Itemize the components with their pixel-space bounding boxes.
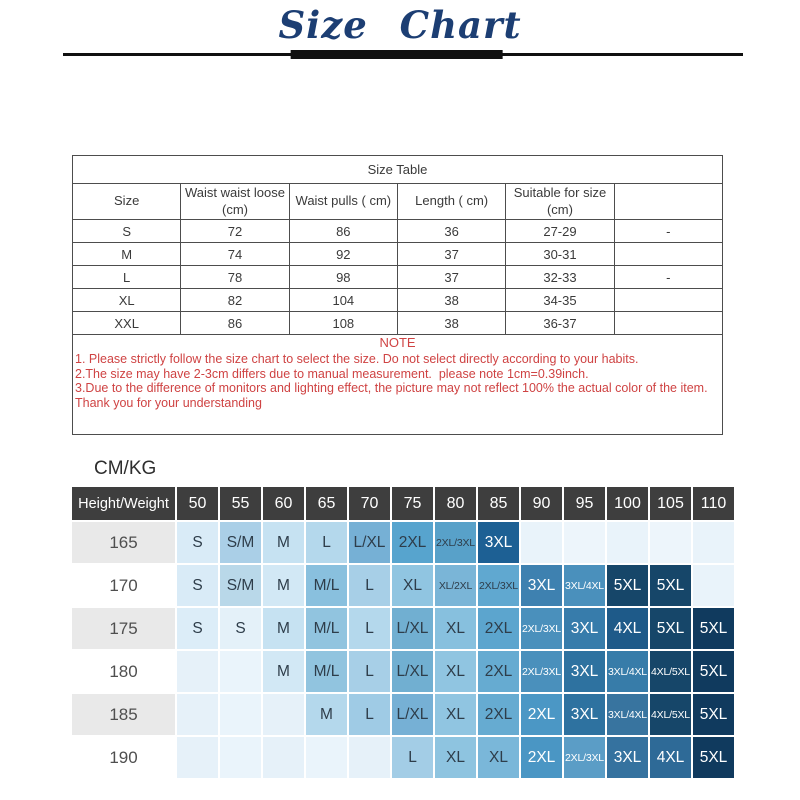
- matrix-size-cell: S/M: [220, 565, 261, 606]
- size-table-cell: 86: [181, 312, 289, 335]
- matrix-empty-cell: [177, 737, 218, 778]
- matrix-empty-cell: [177, 651, 218, 692]
- matrix-weight-header: 80: [435, 487, 476, 520]
- size-table-col-header: Length ( cm): [397, 184, 505, 220]
- size-table-cell: [614, 243, 722, 266]
- matrix-size-cell: 2XL/3XL: [521, 651, 562, 692]
- matrix-weight-header: 60: [263, 487, 304, 520]
- note-row: [73, 335, 723, 435]
- matrix-weight-header: 85: [478, 487, 519, 520]
- matrix-size-cell: 5XL: [607, 565, 648, 606]
- matrix-size-cell: 2XL: [478, 694, 519, 735]
- matrix-size-cell: L: [392, 737, 433, 778]
- matrix-size-cell: M/L: [306, 608, 347, 649]
- size-table-cell: 72: [181, 220, 289, 243]
- matrix-size-cell: 3XL: [564, 694, 605, 735]
- matrix-size-cell: 2XL/3XL: [521, 608, 562, 649]
- size-table-cell: [614, 312, 722, 335]
- size-table-cell: 92: [289, 243, 397, 266]
- size-table-cell: 36: [397, 220, 505, 243]
- matrix-height-label: 165: [72, 522, 175, 563]
- size-table-cell: 98: [289, 266, 397, 289]
- matrix-empty-cell: [607, 522, 648, 563]
- matrix-size-cell: 5XL: [693, 737, 734, 778]
- matrix-weight-header: 95: [564, 487, 605, 520]
- size-table-caption-row: [73, 156, 723, 184]
- matrix-height-label: 180: [72, 651, 175, 692]
- matrix-empty-cell: [306, 737, 347, 778]
- size-table-col-header: [614, 184, 722, 220]
- size-table-col-header: Waist pulls ( cm): [289, 184, 397, 220]
- matrix-height-label: 170: [72, 565, 175, 606]
- size-table-cell: 30-31: [506, 243, 614, 266]
- size-table-cell: 36-37: [506, 312, 614, 335]
- matrix-empty-cell: [263, 737, 304, 778]
- note-line: Thank you for your understanding: [75, 395, 262, 410]
- size-table-cell: 37: [397, 266, 505, 289]
- matrix-size-cell: L: [349, 651, 390, 692]
- matrix-weight-header: 75: [392, 487, 433, 520]
- size-table-cell: 82: [181, 289, 289, 312]
- matrix-empty-cell: [349, 737, 390, 778]
- matrix-empty-cell: [564, 522, 605, 563]
- size-table-cell: S: [73, 220, 181, 243]
- size-table-cell: XXL: [73, 312, 181, 335]
- size-table-cell: 78: [181, 266, 289, 289]
- matrix-size-cell: L: [349, 565, 390, 606]
- matrix-size-cell: XL: [478, 737, 519, 778]
- matrix-size-cell: 2XL/3XL: [564, 737, 605, 778]
- size-table-cell: 34-35: [506, 289, 614, 312]
- size-table-cell: -: [614, 220, 722, 243]
- matrix-size-cell: XL: [435, 608, 476, 649]
- matrix-size-cell: XL: [435, 694, 476, 735]
- size-table-cell: M: [73, 243, 181, 266]
- matrix-size-cell: 5XL: [693, 694, 734, 735]
- matrix-size-cell: 2XL: [478, 608, 519, 649]
- note-title: NOTE: [379, 335, 416, 350]
- matrix-weight-header: 100: [607, 487, 648, 520]
- size-table-cell: 32-33: [506, 266, 614, 289]
- matrix-size-cell: 4XL/5XL: [650, 651, 691, 692]
- matrix-size-cell: S/M: [220, 522, 261, 563]
- matrix-size-cell: XL/2XL: [435, 565, 476, 606]
- size-table-cell: 86: [289, 220, 397, 243]
- matrix-size-cell: S: [177, 522, 218, 563]
- matrix-size-cell: S: [177, 608, 218, 649]
- matrix-size-cell: 3XL: [521, 565, 562, 606]
- matrix-size-cell: 3XL: [478, 522, 519, 563]
- unit-label: CM/KG: [94, 458, 157, 479]
- size-table-cell: XL: [73, 289, 181, 312]
- matrix-empty-cell: [263, 694, 304, 735]
- matrix-weight-header: 70: [349, 487, 390, 520]
- matrix-empty-cell: [650, 522, 691, 563]
- matrix-size-cell: XL: [435, 737, 476, 778]
- matrix-size-cell: L/XL: [392, 694, 433, 735]
- matrix-size-cell: 2XL: [392, 522, 433, 563]
- matrix-empty-cell: [220, 694, 261, 735]
- matrix-size-cell: S: [220, 608, 261, 649]
- matrix-size-cell: 4XL: [607, 608, 648, 649]
- size-table-row: [73, 312, 723, 335]
- note-cell: [73, 335, 723, 435]
- matrix-size-cell: XL: [392, 565, 433, 606]
- matrix-size-cell: XL: [435, 651, 476, 692]
- matrix-size-cell: 2XL: [478, 651, 519, 692]
- size-table-col-header: Waist waist loose (cm): [181, 184, 289, 220]
- matrix-empty-cell: [220, 651, 261, 692]
- size-table-row: [73, 289, 723, 312]
- matrix-size-cell: 3XL: [564, 608, 605, 649]
- matrix-weight-header: 50: [177, 487, 218, 520]
- height-weight-matrix: [72, 487, 734, 778]
- size-table-header-row: [73, 184, 723, 220]
- matrix-size-cell: M/L: [306, 651, 347, 692]
- matrix-size-cell: 3XL/4XL: [607, 651, 648, 692]
- size-table: [72, 155, 723, 435]
- matrix-size-cell: S: [177, 565, 218, 606]
- matrix-size-cell: 2XL: [521, 694, 562, 735]
- matrix-size-cell: M: [263, 651, 304, 692]
- matrix-weight-header: 65: [306, 487, 347, 520]
- note-line: 2.The size may have 2-3cm differs due to manual measurement. please note 1cm=0.39inch.: [75, 366, 589, 381]
- matrix-height-label: 185: [72, 694, 175, 735]
- matrix-size-cell: 2XL: [521, 737, 562, 778]
- matrix-height-label: 190: [72, 737, 175, 778]
- note-line: 1. Please strictly follow the size chart to select the size. Do not select directly according to your habits.: [75, 352, 639, 366]
- size-table-cell: [614, 289, 722, 312]
- matrix-size-cell: 3XL: [607, 737, 648, 778]
- matrix-size-cell: 3XL: [564, 651, 605, 692]
- matrix-weight-header: 90: [521, 487, 562, 520]
- title-divider: [63, 50, 743, 59]
- matrix-size-cell: 4XL: [650, 737, 691, 778]
- matrix-size-cell: M/L: [306, 565, 347, 606]
- matrix-size-cell: 5XL: [650, 565, 691, 606]
- matrix-empty-cell: [521, 522, 562, 563]
- size-table-row: [73, 220, 723, 243]
- matrix-empty-cell: [693, 565, 734, 606]
- matrix-size-cell: L/XL: [392, 608, 433, 649]
- matrix-empty-cell: [693, 522, 734, 563]
- size-table-row: [73, 243, 723, 266]
- size-table-cell: 104: [289, 289, 397, 312]
- matrix-size-cell: L: [349, 608, 390, 649]
- matrix-size-cell: L: [306, 522, 347, 563]
- size-table-cell: 38: [397, 312, 505, 335]
- size-table-col-header: Size: [73, 184, 181, 220]
- matrix-corner-header: Height/Weight: [72, 487, 175, 520]
- matrix-size-cell: M: [263, 522, 304, 563]
- size-table-cell: 37: [397, 243, 505, 266]
- matrix-size-cell: M: [263, 608, 304, 649]
- note-lines: [75, 352, 720, 410]
- matrix-size-cell: 5XL: [650, 608, 691, 649]
- size-table-col-header: Suitable for size (cm): [506, 184, 614, 220]
- size-table-caption: Size Table: [73, 156, 723, 184]
- matrix-size-cell: 5XL: [693, 608, 734, 649]
- matrix-size-cell: 2XL/3XL: [435, 522, 476, 563]
- matrix-size-cell: L/XL: [392, 651, 433, 692]
- matrix-size-cell: L/XL: [349, 522, 390, 563]
- matrix-weight-header: 55: [220, 487, 261, 520]
- matrix-size-cell: M: [306, 694, 347, 735]
- size-table-body: [73, 220, 723, 335]
- size-table-cell: 74: [181, 243, 289, 266]
- size-table-cell: L: [73, 266, 181, 289]
- page-title: Size Chart: [278, 3, 522, 47]
- size-table-cell: 38: [397, 289, 505, 312]
- matrix-size-cell: L: [349, 694, 390, 735]
- matrix-size-cell: 2XL/3XL: [478, 565, 519, 606]
- size-table-cell: 27-29: [506, 220, 614, 243]
- title-divider-thick-segment: [291, 50, 503, 59]
- matrix-size-cell: 4XL/5XL: [650, 694, 691, 735]
- matrix-empty-cell: [220, 737, 261, 778]
- matrix-size-cell: 3XL/4XL: [607, 694, 648, 735]
- note-line: 3.Due to the difference of monitors and lighting effect, the picture may not reflect 100% the actual color of the item.: [75, 381, 708, 395]
- size-table-cell: -: [614, 266, 722, 289]
- matrix-size-cell: M: [263, 565, 304, 606]
- size-table-row: [73, 266, 723, 289]
- matrix-empty-cell: [177, 694, 218, 735]
- matrix-size-cell: 5XL: [693, 651, 734, 692]
- size-table-cell: 108: [289, 312, 397, 335]
- matrix-weight-header: 110: [693, 487, 734, 520]
- matrix-weight-header: 105: [650, 487, 691, 520]
- matrix-height-label: 175: [72, 608, 175, 649]
- matrix-size-cell: 3XL/4XL: [564, 565, 605, 606]
